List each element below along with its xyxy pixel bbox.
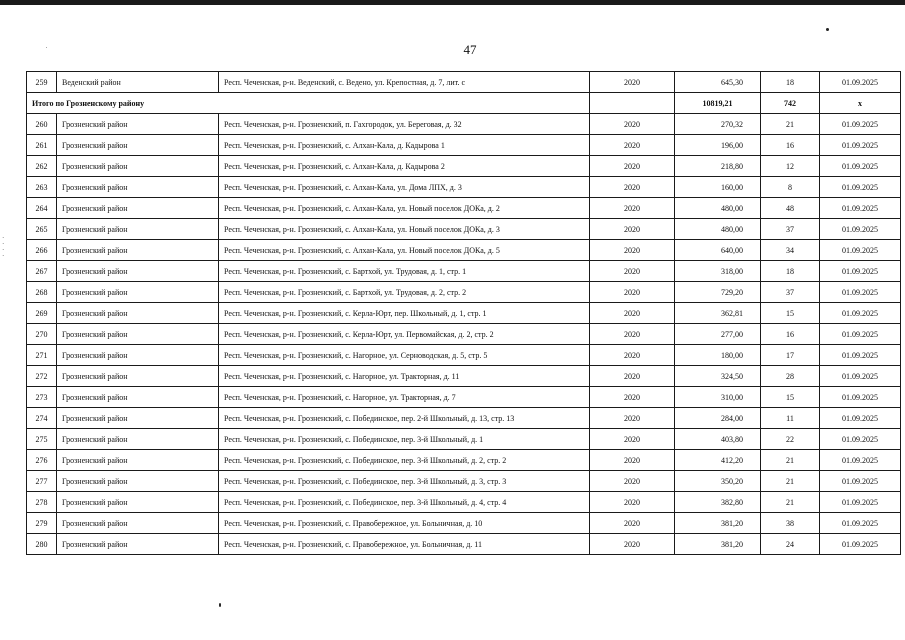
table-row <box>27 471 901 492</box>
year-cell: 2020 <box>590 534 675 555</box>
row-number: 274 <box>27 408 57 429</box>
count-cell: 22 <box>761 429 820 450</box>
address-cell: Респ. Чеченская, р-н. Грозненский, с. Алхан-Кала, д. Кадырова 2 <box>219 156 590 177</box>
date-cell: 01.09.2025 <box>820 492 901 513</box>
row-number: 263 <box>27 177 57 198</box>
district-cell: Грозненский район <box>57 282 219 303</box>
count-cell: 16 <box>761 135 820 156</box>
district-cell: Грозненский район <box>57 114 219 135</box>
year-cell: 2020 <box>590 408 675 429</box>
date-cell: 01.09.2025 <box>820 177 901 198</box>
address-cell: Респ. Чеченская, р-н. Грозненский, с. Бартхой, ул. Трудовая, д. 1, стр. 1 <box>219 261 590 282</box>
table-row <box>27 408 901 429</box>
address-cell: Респ. Чеченская, р-н. Грозненский, с. Алхан-Кала, д. Кадырова 1 <box>219 135 590 156</box>
count-cell: 17 <box>761 345 820 366</box>
area-cell: 218,80 <box>675 156 761 177</box>
year-cell: 2020 <box>590 135 675 156</box>
date-cell: 01.09.2025 <box>820 282 901 303</box>
table-row <box>27 429 901 450</box>
address-cell: Респ. Чеченская, р-н. Грозненский, с. Алхан-Кала, ул. Новый поселок ДОКа, д. 5 <box>219 240 590 261</box>
address-cell: Респ. Чеченская, р-н. Грозненский, с. Побединское, пер. 3-й Школьный, д. 1 <box>219 429 590 450</box>
count-cell: 21 <box>761 492 820 513</box>
area-cell: 729,20 <box>675 282 761 303</box>
row-number: 279 <box>27 513 57 534</box>
district-cell: Грозненский район <box>57 303 219 324</box>
row-number: 267 <box>27 261 57 282</box>
address-cell: Респ. Чеченская, р-н. Грозненский, с. Керла-Юрт, ул. Первомайская, д. 2, стр. 2 <box>219 324 590 345</box>
count-cell: 37 <box>761 282 820 303</box>
date-cell: 01.09.2025 <box>820 387 901 408</box>
area-cell: 160,00 <box>675 177 761 198</box>
housing-table <box>26 71 901 555</box>
district-cell: Грозненский район <box>57 261 219 282</box>
table-row <box>27 282 901 303</box>
year-cell: 2020 <box>590 429 675 450</box>
area-cell: 412,20 <box>675 450 761 471</box>
count-cell: 11 <box>761 408 820 429</box>
count-cell: 21 <box>761 471 820 492</box>
row-number: 275 <box>27 429 57 450</box>
count-cell: 8 <box>761 177 820 198</box>
count-cell: 34 <box>761 240 820 261</box>
table-row <box>27 534 901 555</box>
district-cell: Грозненский район <box>57 198 219 219</box>
table-row <box>27 324 901 345</box>
date-cell: 01.09.2025 <box>820 513 901 534</box>
year-cell: 2020 <box>590 219 675 240</box>
district-cell: Грозненский район <box>57 156 219 177</box>
area-cell: 381,20 <box>675 513 761 534</box>
table-row <box>27 303 901 324</box>
subtotal-area: 10819,21 <box>675 93 761 114</box>
address-cell: Респ. Чеченская, р-н. Грозненский, с. Бартхой, ул. Трудовая, д. 2, стр. 2 <box>219 282 590 303</box>
row-number: 259 <box>27 72 57 93</box>
date-cell: 01.09.2025 <box>820 345 901 366</box>
count-cell: 12 <box>761 156 820 177</box>
subtotal-empty-cell <box>590 93 675 114</box>
row-number: 262 <box>27 156 57 177</box>
count-cell: 21 <box>761 450 820 471</box>
district-cell: Грозненский район <box>57 366 219 387</box>
date-cell: 01.09.2025 <box>820 471 901 492</box>
address-cell: Респ. Чеченская, р-н. Грозненский, с. Алхан-Кала, ул. Дома ЛПХ, д. 3 <box>219 177 590 198</box>
count-cell: 21 <box>761 114 820 135</box>
district-cell: Грозненский район <box>57 387 219 408</box>
date-cell: 01.09.2025 <box>820 240 901 261</box>
district-cell: Грозненский район <box>57 240 219 261</box>
address-cell: Респ. Чеченская, р-н. Грозненский, с. Побединское, пер. 3-й Школьный, д. 2, стр. 2 <box>219 450 590 471</box>
date-cell: 01.09.2025 <box>820 219 901 240</box>
district-cell: Грозненский район <box>57 492 219 513</box>
table-row <box>27 72 901 93</box>
table-row <box>27 387 901 408</box>
row-number: 265 <box>27 219 57 240</box>
address-cell: Респ. Чеченская, р-н. Грозненский, с. Побединское, пер. 3-й Школьный, д. 3, стр. 3 <box>219 471 590 492</box>
area-cell: 180,00 <box>675 345 761 366</box>
count-cell: 48 <box>761 198 820 219</box>
district-cell: Грозненский район <box>57 135 219 156</box>
year-cell: 2020 <box>590 261 675 282</box>
area-cell: 480,00 <box>675 198 761 219</box>
date-cell: 01.09.2025 <box>820 198 901 219</box>
table-row <box>27 198 901 219</box>
row-number: 277 <box>27 471 57 492</box>
district-cell: Грозненский район <box>57 513 219 534</box>
count-cell: 16 <box>761 324 820 345</box>
district-cell: Грозненский район <box>57 324 219 345</box>
address-cell: Респ. Чеченская, р-н. Грозненский, с. Нагорное, ул. Тракторная, д. 7 <box>219 387 590 408</box>
table-row <box>27 219 901 240</box>
district-cell: Веденский район <box>57 72 219 93</box>
row-number: 269 <box>27 303 57 324</box>
row-number: 278 <box>27 492 57 513</box>
address-cell: Респ. Чеченская, р-н. Грозненский, с. Правобережное, ул. Больничная, д. 11 <box>219 534 590 555</box>
year-cell: 2020 <box>590 513 675 534</box>
year-cell: 2020 <box>590 366 675 387</box>
date-cell: 01.09.2025 <box>820 408 901 429</box>
area-cell: 640,00 <box>675 240 761 261</box>
area-cell: 324,50 <box>675 366 761 387</box>
count-cell: 38 <box>761 513 820 534</box>
table-row <box>27 240 901 261</box>
table-row <box>27 345 901 366</box>
count-cell: 24 <box>761 534 820 555</box>
area-cell: 381,20 <box>675 534 761 555</box>
area-cell: 480,00 <box>675 219 761 240</box>
row-number: 280 <box>27 534 57 555</box>
table-row <box>27 450 901 471</box>
district-cell: Грозненский район <box>57 450 219 471</box>
count-cell: 18 <box>761 72 820 93</box>
year-cell: 2020 <box>590 156 675 177</box>
address-cell: Респ. Чеченская, р-н. Грозненский, с. Керла-Юрт, пер. Школьный, д. 1, стр. 1 <box>219 303 590 324</box>
year-cell: 2020 <box>590 114 675 135</box>
address-cell: Респ. Чеченская, р-н. Грозненский, с. Нагорное, ул. Тракторная, д. 11 <box>219 366 590 387</box>
date-cell: 01.09.2025 <box>820 135 901 156</box>
area-cell: 196,00 <box>675 135 761 156</box>
year-cell: 2020 <box>590 72 675 93</box>
row-number: 271 <box>27 345 57 366</box>
area-cell: 318,00 <box>675 261 761 282</box>
date-cell: 01.09.2025 <box>820 429 901 450</box>
area-cell: 350,20 <box>675 471 761 492</box>
date-cell: 01.09.2025 <box>820 324 901 345</box>
address-cell: Респ. Чеченская, р-н. Грозненский, с. Правобережное, ул. Больничная, д. 10 <box>219 513 590 534</box>
year-cell: 2020 <box>590 345 675 366</box>
area-cell: 382,80 <box>675 492 761 513</box>
year-cell: 2020 <box>590 324 675 345</box>
year-cell: 2020 <box>590 240 675 261</box>
row-number: 260 <box>27 114 57 135</box>
date-cell: 01.09.2025 <box>820 72 901 93</box>
area-cell: 270,32 <box>675 114 761 135</box>
area-cell: 645,30 <box>675 72 761 93</box>
district-cell: Грозненский район <box>57 408 219 429</box>
year-cell: 2020 <box>590 198 675 219</box>
table-row <box>27 513 901 534</box>
row-number: 272 <box>27 366 57 387</box>
area-cell: 310,00 <box>675 387 761 408</box>
address-cell: Респ. Чеченская, р-н. Грозненский, с. Побединское, пер. 2-й Школьный, д. 13, стр. 13 <box>219 408 590 429</box>
year-cell: 2020 <box>590 177 675 198</box>
district-cell: Грозненский район <box>57 345 219 366</box>
date-cell: 01.09.2025 <box>820 534 901 555</box>
scan-speck <box>826 28 829 31</box>
address-cell: Респ. Чеченская, р-н. Грозненский, с. Побединское, пер. 3-й Школьный, д. 4, стр. 4 <box>219 492 590 513</box>
subtotal-label: Итого по Грозненскому району <box>27 93 590 114</box>
year-cell: 2020 <box>590 492 675 513</box>
count-cell: 18 <box>761 261 820 282</box>
date-cell: 01.09.2025 <box>820 261 901 282</box>
row-number: 261 <box>27 135 57 156</box>
table-row <box>27 261 901 282</box>
area-cell: 277,00 <box>675 324 761 345</box>
scan-speck <box>46 47 47 48</box>
address-cell: Респ. Чеченская, р-н. Грозненский, с. Алхан-Кала, ул. Новый поселок ДОКа, д. 3 <box>219 219 590 240</box>
table-row <box>27 366 901 387</box>
table-row <box>27 114 901 135</box>
district-cell: Грозненский район <box>57 534 219 555</box>
year-cell: 2020 <box>590 450 675 471</box>
date-cell: 01.09.2025 <box>820 366 901 387</box>
date-cell: 01.09.2025 <box>820 114 901 135</box>
year-cell: 2020 <box>590 282 675 303</box>
year-cell: 2020 <box>590 387 675 408</box>
page-number: 47 <box>463 42 477 57</box>
address-cell: Респ. Чеченская, р-н. Веденский, с. Ведено, ул. Крепостная, д. 7, лит. с <box>219 72 590 93</box>
year-cell: 2020 <box>590 303 675 324</box>
scan-edge-marks: · · · · <box>2 234 5 260</box>
year-cell: 2020 <box>590 471 675 492</box>
row-number: 273 <box>27 387 57 408</box>
address-cell: Респ. Чеченская, р-н. Грозненский, с. Нагорное, ул. Серноводская, д. 5, стр. 5 <box>219 345 590 366</box>
district-cell: Грозненский район <box>57 471 219 492</box>
count-cell: 15 <box>761 387 820 408</box>
count-cell: 28 <box>761 366 820 387</box>
scan-top-edge <box>0 0 905 5</box>
scan-speck <box>219 603 221 607</box>
row-number: 270 <box>27 324 57 345</box>
count-cell: 37 <box>761 219 820 240</box>
subtotal-row <box>27 93 901 114</box>
row-number: 266 <box>27 240 57 261</box>
table-row <box>27 135 901 156</box>
table-row <box>27 177 901 198</box>
table-row <box>27 492 901 513</box>
address-cell: Респ. Чеченская, р-н. Грозненский, с. Алхан-Кала, ул. Новый поселок ДОКа, д. 2 <box>219 198 590 219</box>
table-row <box>27 156 901 177</box>
district-cell: Грозненский район <box>57 429 219 450</box>
row-number: 268 <box>27 282 57 303</box>
row-number: 276 <box>27 450 57 471</box>
subtotal-count: 742 <box>761 93 820 114</box>
date-cell: 01.09.2025 <box>820 450 901 471</box>
count-cell: 15 <box>761 303 820 324</box>
address-cell: Респ. Чеченская, р-н. Грозненский, п. Гахгородок, ул. Береговая, д. 32 <box>219 114 590 135</box>
date-cell: 01.09.2025 <box>820 156 901 177</box>
subtotal-mark: х <box>820 93 901 114</box>
area-cell: 362,81 <box>675 303 761 324</box>
district-cell: Грозненский район <box>57 219 219 240</box>
row-number: 264 <box>27 198 57 219</box>
date-cell: 01.09.2025 <box>820 303 901 324</box>
district-cell: Грозненский район <box>57 177 219 198</box>
area-cell: 403,80 <box>675 429 761 450</box>
area-cell: 284,00 <box>675 408 761 429</box>
